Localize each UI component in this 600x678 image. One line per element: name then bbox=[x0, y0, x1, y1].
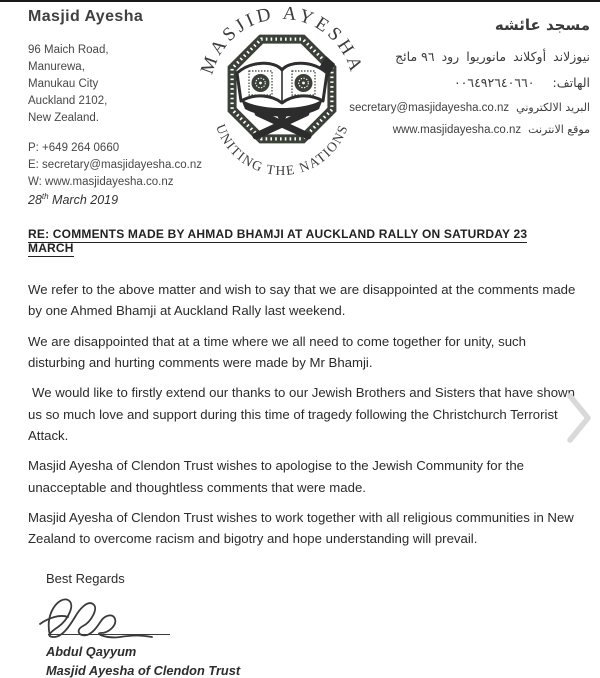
address-line: 96 Maich Road, bbox=[28, 44, 109, 56]
email-line-bilingual bbox=[349, 101, 590, 114]
next-page-button[interactable] bbox=[563, 390, 595, 446]
address-arabic-word: رود bbox=[441, 49, 460, 64]
address-arabic-word: نيوزلاند bbox=[553, 49, 590, 64]
address-arabic-word: أوكلاند bbox=[513, 49, 547, 64]
letterhead-left-block bbox=[28, 8, 202, 191]
postal-address-arabic bbox=[395, 49, 590, 64]
signatory-organisation: Masjid Ayesha of Clendon Trust bbox=[46, 663, 241, 678]
letterhead bbox=[0, 0, 600, 188]
email-line: E: secretary@masjidayesha.co.nz bbox=[28, 159, 203, 171]
address-arabic-word: مانوريوا bbox=[466, 49, 507, 64]
letter-paragraphs bbox=[28, 279, 580, 549]
phone-label-arabic: الهاتف: bbox=[552, 75, 590, 90]
org-name: Masjid Ayesha bbox=[28, 8, 144, 25]
website-label-arabic: موقع الانترنت bbox=[528, 123, 590, 136]
signatory-name: Abdul Qayyum bbox=[46, 644, 137, 660]
paragraph: We are disappointed that at a time where we all need to come together for unity, such disturbing and hurting comments were made by Mr Bhamji. bbox=[28, 333, 526, 371]
email-label-arabic: البريد الالكتروني bbox=[516, 101, 590, 114]
address-line: Manukau City bbox=[28, 78, 99, 90]
paragraph: Masjid Ayesha of Clendon Trust wishes to apologise to the Jewish Community for the unacceptable and thoughtless comments that were made. bbox=[28, 458, 525, 495]
chevron-right-icon bbox=[563, 390, 595, 446]
logo-arc-top-text: MASJID AYESHA bbox=[196, 2, 368, 77]
subject-line: RE: COMMENTS MADE BY AHMAD BHAMJI AT AUCKLAND RALLY ON SATURDAY 23 MARCH bbox=[28, 227, 528, 256]
address-line: Auckland 2102, bbox=[28, 95, 108, 107]
closing-salutation: Best Regards bbox=[46, 571, 125, 587]
phone-line-arabic bbox=[454, 75, 590, 90]
email-address: secretary@masjidayesha.co.nz bbox=[349, 101, 510, 114]
phone-line: P: +649 264 0660 bbox=[28, 142, 120, 154]
date-day: 28 bbox=[28, 193, 42, 208]
letterhead-right-block bbox=[349, 16, 590, 145]
contact-details bbox=[28, 140, 202, 191]
paragraph: Masjid Ayesha of Clendon Trust wishes to work together with all religious communities in New Zealand to overcome racism and bigotry and hope understanding will prevail. bbox=[28, 509, 574, 547]
logo-arc-bottom-text: UNITING THE NATIONS bbox=[213, 121, 351, 176]
date-ordinal-suffix: th bbox=[41, 192, 49, 201]
letter-body bbox=[0, 192, 600, 678]
address-line: Manurewa, bbox=[28, 61, 85, 73]
website-address: www.masjidayesha.co.nz bbox=[392, 123, 522, 136]
signature-line bbox=[48, 634, 170, 635]
paragraph: We would like to firstly extend our thanks to our Jewish Brothers and Sisters that have shown us so much love and support during this time of tragedy following the Christchurch Terrorist Attack. bbox=[28, 385, 575, 443]
phone-number: ٠٠٦٤٩٢٦٤٠٦٦٠ bbox=[453, 75, 535, 90]
signature-block bbox=[34, 590, 572, 635]
address-line: New Zealand. bbox=[28, 112, 99, 124]
org-logo bbox=[196, 0, 368, 176]
website-line-bilingual bbox=[393, 123, 590, 136]
postal-address bbox=[28, 42, 202, 127]
letter-date bbox=[28, 192, 572, 207]
org-name-arabic: مسجد عائشه bbox=[494, 16, 590, 34]
address-arabic-word: ٩٦ مائج bbox=[395, 49, 435, 64]
paragraph: We refer to the above matter and wish to say that we are disappointed at the comments made by one Ahmed Bhamji at Auckland Rally last weekend. bbox=[28, 282, 576, 319]
date-month-year: March 2019 bbox=[48, 193, 119, 208]
website-line: W: www.masjidayesha.co.nz bbox=[28, 176, 174, 188]
mosque-emblem-icon bbox=[196, 0, 368, 176]
